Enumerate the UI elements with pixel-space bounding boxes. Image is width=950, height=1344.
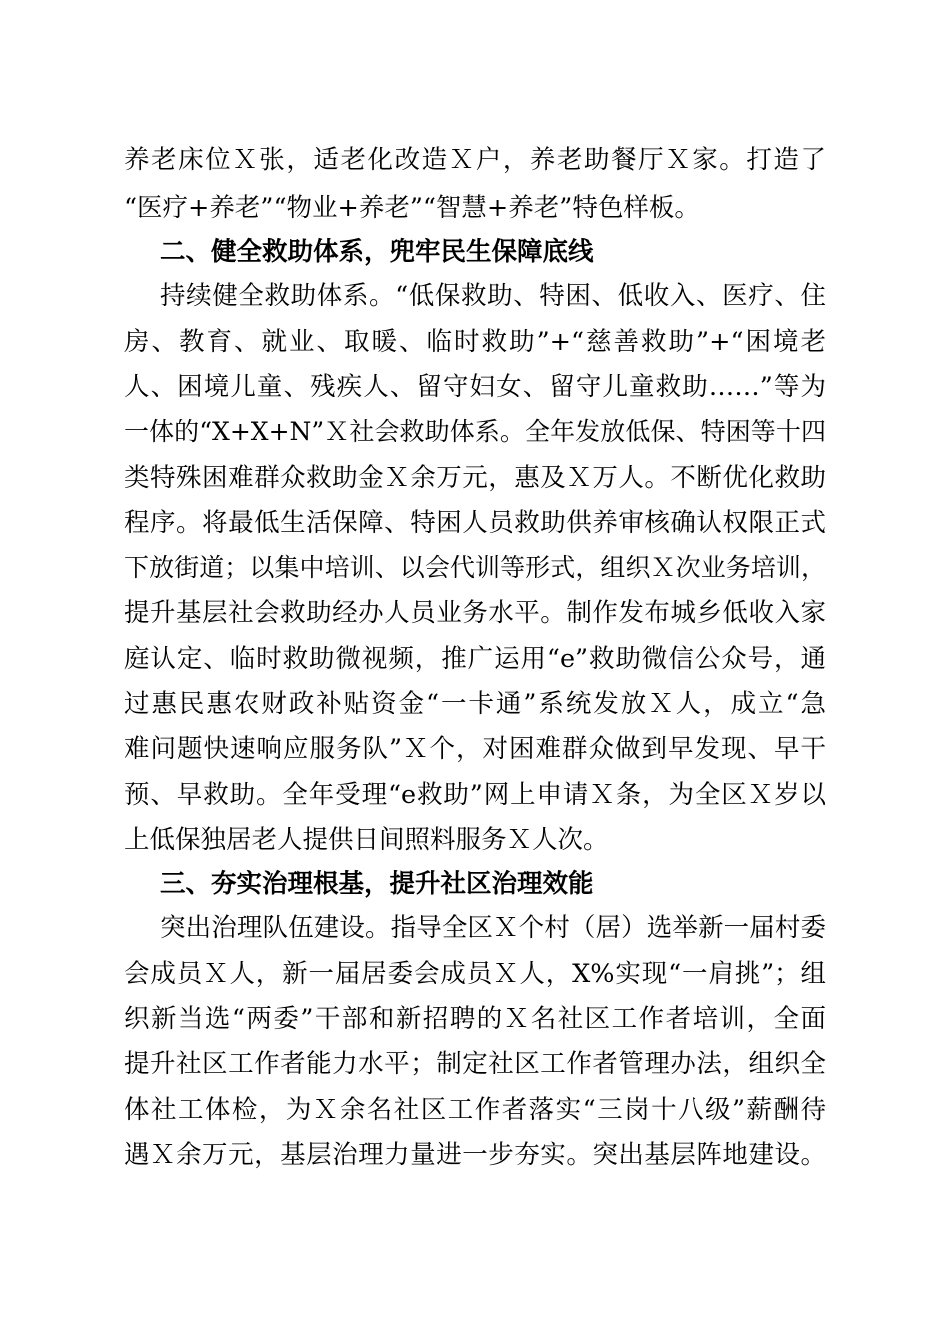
- paragraph-line: 庭认定、临时救助微视频，推广运用“e”救助微信公众号，通: [124, 644, 826, 674]
- paragraph-line: 持续健全救助体系。“低保救助、特困、低收入、医疗、住: [160, 281, 826, 311]
- paragraph-line: 程序。将最低生活保障、特困人员救助供养审核确认权限正式: [124, 508, 826, 538]
- paragraph-line: 人、困境儿童、残疾人、留守妇女、留守儿童救助……”等为: [124, 372, 826, 402]
- paragraph-line: 突出治理队伍建设。指导全区Ｘ个村（居）选举新一届村委: [160, 913, 826, 943]
- paragraph-line: 类特殊困难群众救助金Ｘ余万元，惠及Ｘ万人。不断优化救助: [124, 463, 826, 493]
- paragraph-line: 难问题快速响应服务队”Ｘ个，对困难群众做到早发现、早干: [124, 734, 826, 764]
- paragraph-line: “医疗+养老”“物业+养老”“智慧+养老”特色样板。: [124, 193, 700, 223]
- paragraph-line: 提升基层社会救助经办人员业务水平。制作发布城乡低收入家: [124, 598, 826, 628]
- section-heading-3: 三、夯实治理根基，提升社区治理效能: [160, 869, 594, 899]
- paragraph-line: 养老床位Ｘ张，适老化改造Ｘ户，养老助餐厅Ｘ家。打造了: [124, 145, 826, 175]
- paragraph-line: 过惠民惠农财政补贴资金“一卡通”系统发放Ｘ人，成立“急: [124, 689, 826, 719]
- paragraph-line: 一体的“X+X+N”Ｘ社会救助体系。全年发放低保、特困等十四: [124, 417, 826, 446]
- paragraph-line: 织新当选“两委”干部和新招聘的Ｘ名社区工作者培训，全面: [124, 1004, 826, 1034]
- paragraph-line: 下放街道；以集中培训、以会代训等形式，组织Ｘ次业务培训，: [124, 553, 826, 582]
- paragraph-line: 遇Ｘ余万元，基层治理力量进一步夯实。突出基层阵地建设。: [124, 1140, 826, 1170]
- paragraph-line: 上低保独居老人提供日间照料服务Ｘ人次。: [124, 825, 609, 855]
- paragraph-line: 会成员Ｘ人，新一届居委会成员Ｘ人，X%实现“一肩挑”；组: [124, 959, 826, 989]
- paragraph-line: 提升社区工作者能力水平；制定社区工作者管理办法，组织全: [124, 1049, 826, 1079]
- section-heading-2: 二、健全救助体系，兜牢民生保障底线: [160, 237, 594, 267]
- paragraph-line: 房、教育、就业、取暖、临时救助”+“慈善救助”+“困境老: [124, 327, 826, 357]
- paragraph-line: 预、早救助。全年受理“e救助”网上申请Ｘ条，为全区Ｘ岁以: [124, 780, 826, 810]
- paragraph-line: 体社工体检，为Ｘ余名社区工作者落实“三岗十八级”薪酬待: [124, 1095, 826, 1125]
